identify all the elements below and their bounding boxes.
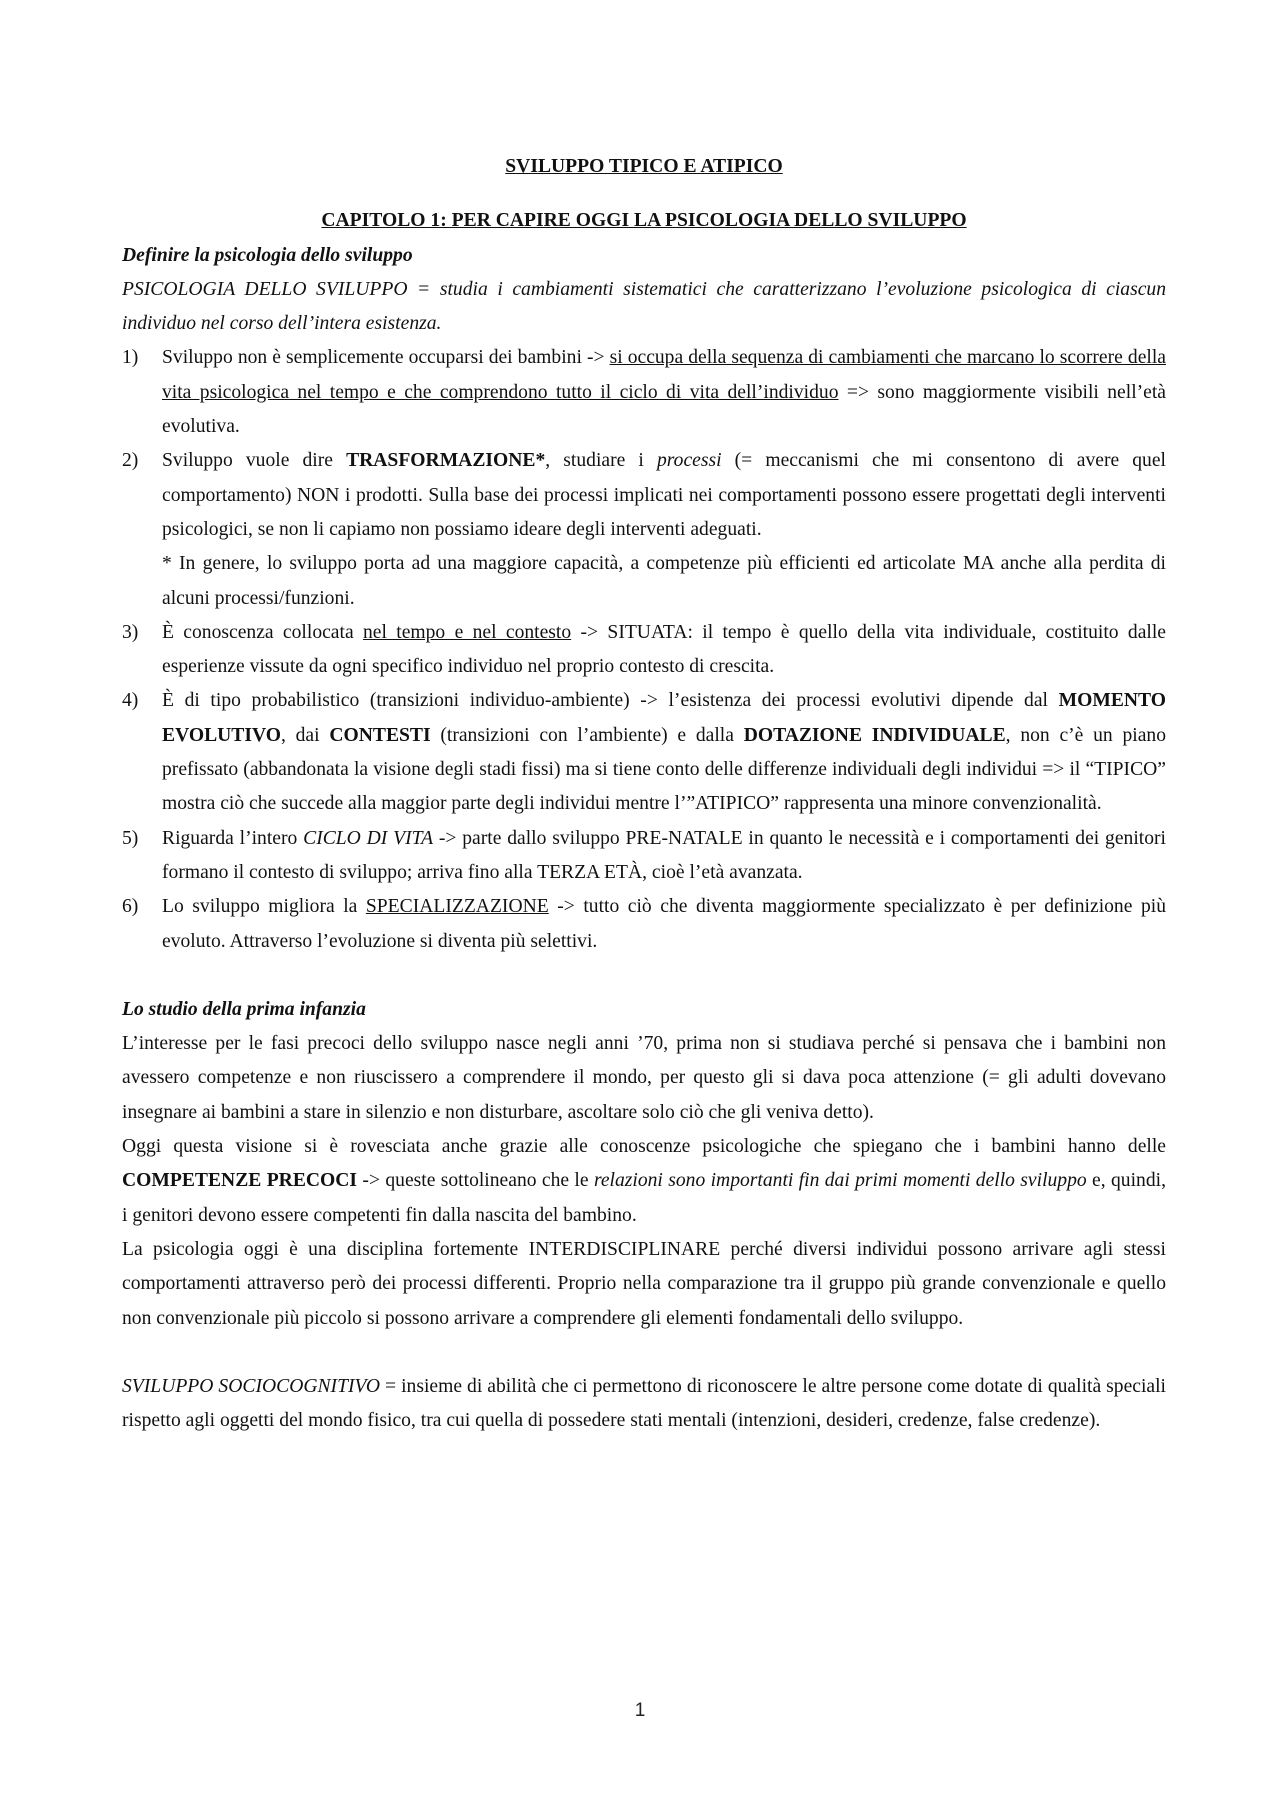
list-item xyxy=(122,616,1166,685)
definition-paragraph: PSICOLOGIA DELLO SVILUPPO = studia i cambiamenti sistematici che caratterizzano l’evoluzione psicologica di ciascun individuo nel corso dell’intera esistenza. xyxy=(122,278,1166,335)
list-text: , non c’è un piano prefissato (abbandonata la visione degli stadi fissi) ma si tiene conto delle differenze individuali degli individui => il “TIPICO” mostra ciò che succede alla maggior parte degli individui mentre l’”ATIPICO” rappresenta una minore convenzionalità. xyxy=(162,724,1166,815)
list-text: => sono maggiormente visibili nell’età evolutiva. xyxy=(162,381,1166,438)
list-number: 3) xyxy=(122,621,139,643)
list-number: 4) xyxy=(122,690,139,712)
paragraph-text: -> queste sottolineano che le xyxy=(357,1170,594,1192)
footnote-text: * In genere, lo sviluppo porta ad una maggiore capacità, a competenze più efficienti ed articolate MA anche alla perdita di alcuni processi/funzioni. xyxy=(162,553,1166,609)
list-text: -> tutto ciò che diventa maggiormente specializzato è per definizione più evoluto. Attraverso l’evoluzione si diventa più selettivi. xyxy=(162,896,1166,952)
list-item xyxy=(122,444,1166,615)
list-text: , dai xyxy=(280,724,330,746)
bold-term: CONTESTI xyxy=(329,724,431,746)
numbered-list xyxy=(122,341,1166,958)
document-page xyxy=(122,150,1166,1438)
list-item xyxy=(122,684,1166,821)
list-text: È conoscenza collocata xyxy=(162,621,363,643)
section-heading-definire: Definire la psicologia dello sviluppo xyxy=(122,244,413,266)
page-number: 1 xyxy=(634,1700,646,1721)
list-number: 2) xyxy=(122,450,139,472)
list-number: 6) xyxy=(122,896,139,918)
list-text: È di tipo probabilistico (transizioni individuo-ambiente) -> l’esistenza dei processi evolutivi dipende dal xyxy=(162,690,1059,712)
list-number: 5) xyxy=(122,827,139,849)
spacer xyxy=(122,1336,1166,1370)
section-heading-prima-infanzia: Lo studio della prima infanzia xyxy=(122,998,366,1020)
spacer xyxy=(122,959,1166,993)
list-text: Riguarda l’intero xyxy=(162,827,304,849)
paragraph: L’interesse per le fasi precoci dello sviluppo nasce negli anni ’70, prima non si studiava perché si pensava che i bambini non avessero competenze e non riuscissero a comprendere il mondo, per questo gli si dava poca attenzione (= gli adulti dovevano insegnare ai bambini a stare in silenzio e non disturbare, ascoltare solo ciò che gli veniva detto). xyxy=(122,1033,1166,1123)
list-text: -> parte dallo sviluppo PRE-NATALE in quanto le necessità e i comportamenti dei genitori formano il contesto di sviluppo; arriva fino alla TERZA ETÀ, cioè l’età avanzata. xyxy=(162,827,1166,883)
list-number: 1) xyxy=(122,347,139,369)
italic-term: CICLO DI VITA xyxy=(303,827,434,849)
italic-term: relazioni sono importanti fin dai primi momenti dello sviluppo xyxy=(593,1170,1087,1192)
list-text: (= meccanismi che mi consentono di avere quel comportamento) NON i prodotti. Sulla base dei processi implicati nei comportamenti possono essere progettati degli interventi psicologici, se non li capiamo non possiamo ideare degli interventi adeguati. xyxy=(162,450,1166,540)
paragraph: La psicologia oggi è una disciplina fortemente INTERDISCIPLINARE perché diversi individui possono arrivare agli stessi comportamenti attraverso però dei processi differenti. Proprio nella comparazione tra il gruppo più grande convenzionale e quello non convenzionale più piccolo si possono arrivare a comprendere gli elementi fondamentali dello sviluppo. xyxy=(122,1238,1166,1329)
list-item xyxy=(122,341,1166,444)
underlined-text: si occupa della sequenza di cambiamenti che marcano lo scorrere della vita psicologica nel tempo e che comprendono tutto il ciclo di vita dell’individuo xyxy=(162,347,1166,403)
paragraph-text: = insieme di abilità che ci permettono di riconoscere le altre persone come dotate di qualità speciali rispetto agli oggetti del mondo fisico, tra cui quella di possedere stati mentali (intenzioni, desideri, credenze, false credenze). xyxy=(122,1375,1166,1432)
document-title: SVILUPPO TIPICO E ATIPICO xyxy=(505,156,783,177)
bold-term: COMPETENZE PRECOCI xyxy=(122,1170,358,1192)
list-text: -> SITUATA: il tempo è quello della vita individuale, costituito dalle esperienze vissute da ogni specifico individuo nel proprio contesto di crescita. xyxy=(162,621,1166,678)
paragraph-text: e, quindi, i genitori devono essere competenti fin dalla nascita del bambino. xyxy=(122,1170,1166,1226)
bold-term: DOTAZIONE INDIVIDUALE xyxy=(743,724,1006,746)
underlined-text: SPECIALIZZAZIONE xyxy=(365,896,549,918)
italic-term: processi xyxy=(656,450,722,472)
italic-term: SVILUPPO SOCIOCOGNITIVO xyxy=(122,1375,381,1397)
chapter-title: CAPITOLO 1: PER CAPIRE OGGI LA PSICOLOGIA DELLO SVILUPPO xyxy=(321,210,967,232)
paragraph-text: Oggi questa visione si è rovesciata anche grazie alle conoscenze psicologiche che spiegano che i bambini hanno delle xyxy=(122,1136,1166,1158)
list-text: Sviluppo non è semplicemente occuparsi dei bambini -> xyxy=(162,347,610,369)
list-text: Lo sviluppo migliora la xyxy=(162,896,366,918)
list-text: , studiare i xyxy=(545,450,657,472)
bold-term: TRASFORMAZIONE* xyxy=(346,450,546,472)
list-text: (transizioni con l’ambiente) e dalla xyxy=(430,724,744,746)
list-text: Sviluppo vuole dire xyxy=(162,450,347,472)
list-item xyxy=(122,822,1166,891)
bold-term: MOMENTO EVOLUTIVO xyxy=(162,690,1166,746)
underlined-text: nel tempo e nel contesto xyxy=(362,621,572,643)
paragraph xyxy=(122,1130,1166,1233)
paragraph xyxy=(122,1370,1166,1439)
list-item xyxy=(122,890,1166,959)
